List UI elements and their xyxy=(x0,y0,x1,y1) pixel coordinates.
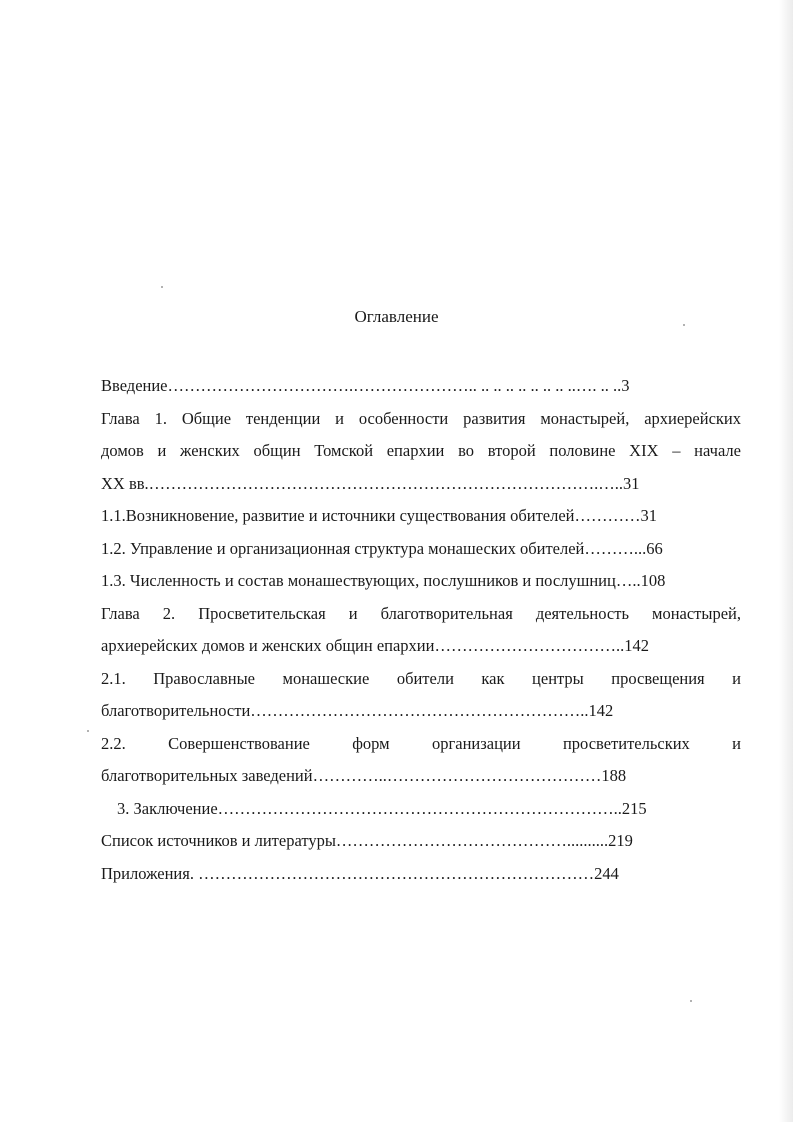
toc-entry-section-1-3[interactable] xyxy=(101,565,741,598)
toc-entry-section-2-2[interactable] xyxy=(101,728,741,793)
toc-line: 1.3. Численность и состав монашествующих, послушников и послушниц…..108 xyxy=(101,571,666,590)
page-title: Оглавление xyxy=(354,307,439,326)
toc-entry-conclusion[interactable] xyxy=(101,793,741,826)
toc-line: Глава 1. Общие тенденции и особенности развития монастырей, архиерейских xyxy=(101,408,741,428)
scan-speck xyxy=(690,1000,692,1002)
toc-line: 3. Заключение………………………………………………………………..215 xyxy=(117,798,647,818)
toc-line: 1.2. Управление и организационная структура монашеских обителей………...66 xyxy=(101,538,663,558)
toc-line: домов и женских общин Томской епархии во второй половине XIX – начале xyxy=(101,441,741,460)
toc-line: 2.1. Православные монашеские обители как центры просвещения и xyxy=(101,668,741,688)
scan-edge-shadow xyxy=(779,0,793,1122)
toc-line: 1.1.Возникновение, развитие и источники существования обителей…………31 xyxy=(101,506,658,525)
toc-entry-bibliography[interactable] xyxy=(101,825,741,858)
table-of-contents xyxy=(101,370,741,890)
toc-line: 2.2. Совершенствование форм организации просветительских и xyxy=(101,733,741,753)
toc-line: Глава 2. Просветительская и благотворительная деятельность монастырей, xyxy=(101,603,741,623)
toc-entry-introduction[interactable] xyxy=(101,370,741,403)
toc-entry-appendices[interactable] xyxy=(101,858,741,891)
toc-entry-section-2-1[interactable] xyxy=(101,663,741,728)
toc-line: Список источников и литературы……………………………………..........219 xyxy=(101,831,633,850)
scan-speck xyxy=(87,730,89,732)
toc-line: архиерейских домов и женских общин епархии……………………………..142 xyxy=(101,636,649,655)
toc-entry-section-1-1[interactable] xyxy=(101,500,741,533)
toc-line: благотворительных заведений…………..…………………………………188 xyxy=(101,766,627,785)
scan-speck xyxy=(161,286,163,288)
toc-entry-chapter-1[interactable] xyxy=(101,403,741,501)
toc-line: Приложения. ………………………………………………………………244 xyxy=(101,863,619,883)
toc-entry-chapter-2[interactable] xyxy=(101,598,741,663)
toc-line: XX вв.……………………………………………………………………….…..31 xyxy=(101,473,640,493)
toc-entry-section-1-2[interactable] xyxy=(101,533,741,566)
toc-line: Введение…………………………….………………….. .. .. .. .. .. .. .. ..…. .. ..3 xyxy=(101,376,630,395)
toc-line: благотворительности……………………………………………………..142 xyxy=(101,701,614,720)
